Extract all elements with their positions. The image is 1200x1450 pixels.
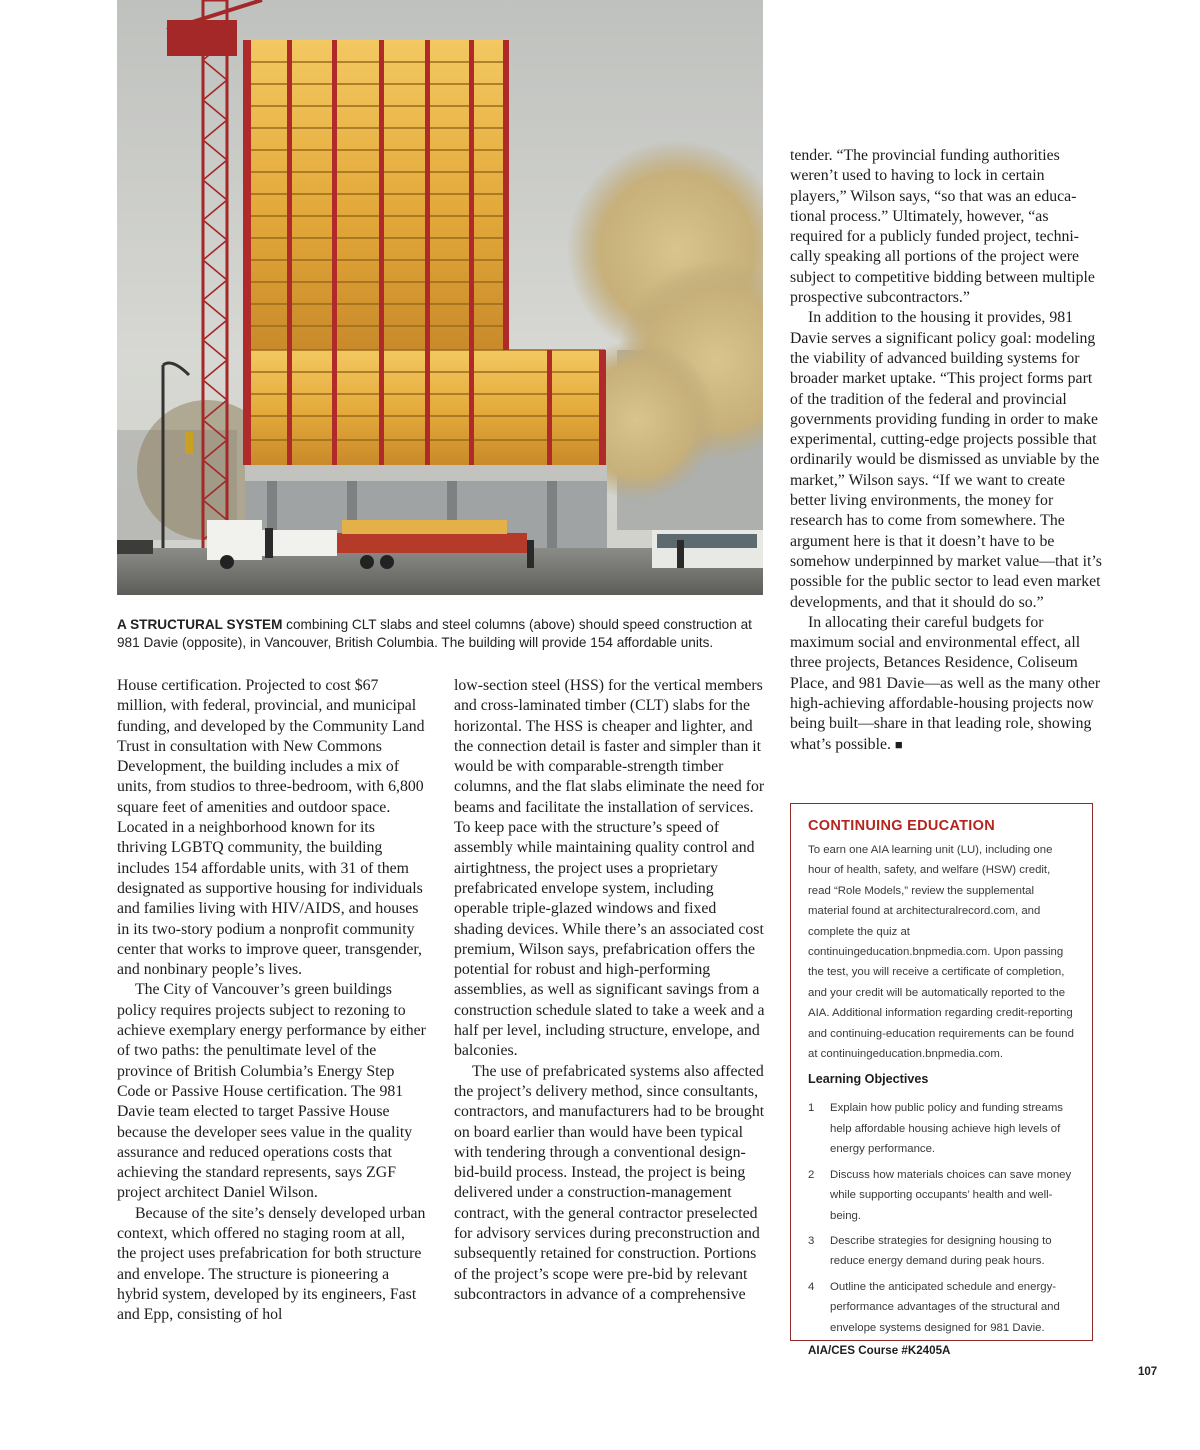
objective-item [808,1231,1076,1272]
learning-objectives-list [808,1098,1076,1337]
objective-text: Explain how public policy and funding streams help affordable housing achieve high levels of energy performance. [830,1102,1064,1156]
ce-title: CONTINUING EDUCATION [808,818,995,834]
objective-number: 3 [808,1234,815,1247]
objective-text: Outline the anticipated schedule and energy-performance advantages of the structural and envelope systems designed for 981 Davie. [830,1280,1060,1334]
end-mark-icon: ■ [894,736,903,752]
paragraph: low-section steel (HSS) for the vertical members and cross-laminated timber (CLT) slabs for the horizontal. The HSS is cheaper and lighter, and the connection detail is faster and simpler than it would be with comparable-strength timber columns, and the flat slabs eliminate the need for beams and facilitate the installation of services. To keep pace with the structure’s speed of assembly while maintaining quality control and airtightness, the project uses a proprietary prefabricated envelope system, including operable triple-glazed windows and fixed shading devices. While there’s an associated cost premium, Wilson says, prefabrication offers the potential for robust and high-performing assemblies, as well as significant savings from a construction schedule slated to take a week and a half per level, including structure, envelope, and balconies. [454,677,765,1060]
paragraph: tender. “The provincial funding authorities weren’t used to having to lock in certain players,” Wilson says, “so that was an educational process.” Ultimately, however, “as required for a publicly funded project, technically speaking all portions of the project were subject to competitive bidding between multiple prospective subcontractors.” [790,147,1095,307]
figure-caption [117,616,767,652]
paragraph: The City of Vancouver’s green buildings policy requires projects subject to rezoning to achieve exemplary energy performance by either of two paths: the penultimate level of the province of British Columbia’s Energy Step Code or Passive House certification. The 981 Davie team elected to target Passive House because the developer sees value in the quality assurance and reduced operations costs that achieving the standard represents, says ZGF project architect Daniel Wilson. [117,981,426,1202]
paragraph-final [790,613,1102,755]
objective-text: Describe strategies for designing housing to reduce energy demand during peak hours. [830,1234,1052,1268]
objective-number: 4 [808,1280,815,1293]
objective-number: 2 [808,1168,815,1181]
ce-course-number: AIA/CES Course #K2405A [808,1343,951,1357]
learning-objectives-heading: Learning Objectives [808,1072,929,1087]
body-column-3 [790,146,1102,755]
paragraph: House certification. Projected to cost $67 million, with federal, provincial, and municipal funding, and developed by the Community Land Trust in consultation with New Commons Development, the building includes a mix of units, from studios to three-bedroom, with 6,800 square feet of amenities and outdoor space. Located in a neighborhood known for its thriving LGBTQ community, the building includes 154 affordable units, with 31 of them designated as supportive housing for individuals and families living with HIV/AIDS, and houses in its two-story podium a nonprofit community center that works to improve queer, transgender, and nonbinary people’s lives. [117,677,425,979]
paragraph-final-text: In allocating their careful budgets for maximum social and environmental effect, all three projects, Betances Residence, Coliseum Place, and 981 Davie—as well as the many other high-achieving affordable-housing projects now being built—share in that leading role, showing what’s possible. [790,613,1101,753]
objective-item [808,1165,1076,1226]
building-rendering-art [117,0,763,595]
paragraph: Because of the site’s densely developed urban context, which offered no staging room at all, the project uses prefabrication for both structure and envelope. The structure is pioneering a hybrid system, developed by its engineers, Fast and Epp, consisting of hol [117,1204,426,1324]
body-column-2 [454,676,766,1305]
objective-item [808,1098,1076,1159]
caption-lead: A STRUCTURAL SYSTEM [117,617,283,632]
objective-text: Discuss how materials choices can save money while supporting occupants’ health and well-being. [830,1168,1072,1222]
building-rendering [117,0,763,595]
body-column-1 [117,676,427,1326]
caption-text: combining CLT slabs and steel columns (above) should speed construction at 981 Davie (opposite), in Vancouver, British Columbia. The building will provide 154 affordable units. [117,617,752,650]
objective-item [808,1277,1076,1338]
paragraph: In addition to the housing it provides, 981 Davie serves a significant policy goal: modeling the viability of advanced building systems for broader market uptake. “This project forms part of the tradition of the federal and provincial governments providing funding in order to make experimental, cutting-edge projects possible that ordinarily would be dismissed as unviable by the market,” Wilson says. “If we want to create better living environments, the money for research has to come from somewhere. The argument here is that it doesn’t have to be somehow underpinned by market value—that it’s possible for the public sector to lead even market developments, and that it should do so.” [790,309,1102,611]
continuing-education-box [790,803,1093,1357]
paragraph: The use of prefabricated systems also affected the project’s delivery method, since consultants, contractors, and manufacturers had to be brought on board earlier than would have been typical with tendering through a conventional design-bid-build process. Instead, the project is being delivered under a construction-management contract, with the general contractor preselected for advisory services during preconstruction and subsequently retained for construction. Portions of the project’s scope were pre-bid by relevant subcontractors in advance of a comprehensive [454,1062,765,1303]
ce-intro: To earn one AIA learning unit (LU), including one hour of health, safety, and welfare (HSW) credit, read “Role Models,” review the supplemental material found at architecturalrecord.com, and complete the quiz at continuingeducation.bnpmedia.com. Upon passing the test, you will receive a certificate of completion, and your credit will be automatically reported to the AIA. Additional information regarding credit-reporting and continuing-education requirements can be found at continuingeducation.bnpmedia.com. [808,844,1074,1061]
page-number: 107 [1138,1366,1158,1378]
objective-number: 1 [808,1102,815,1115]
